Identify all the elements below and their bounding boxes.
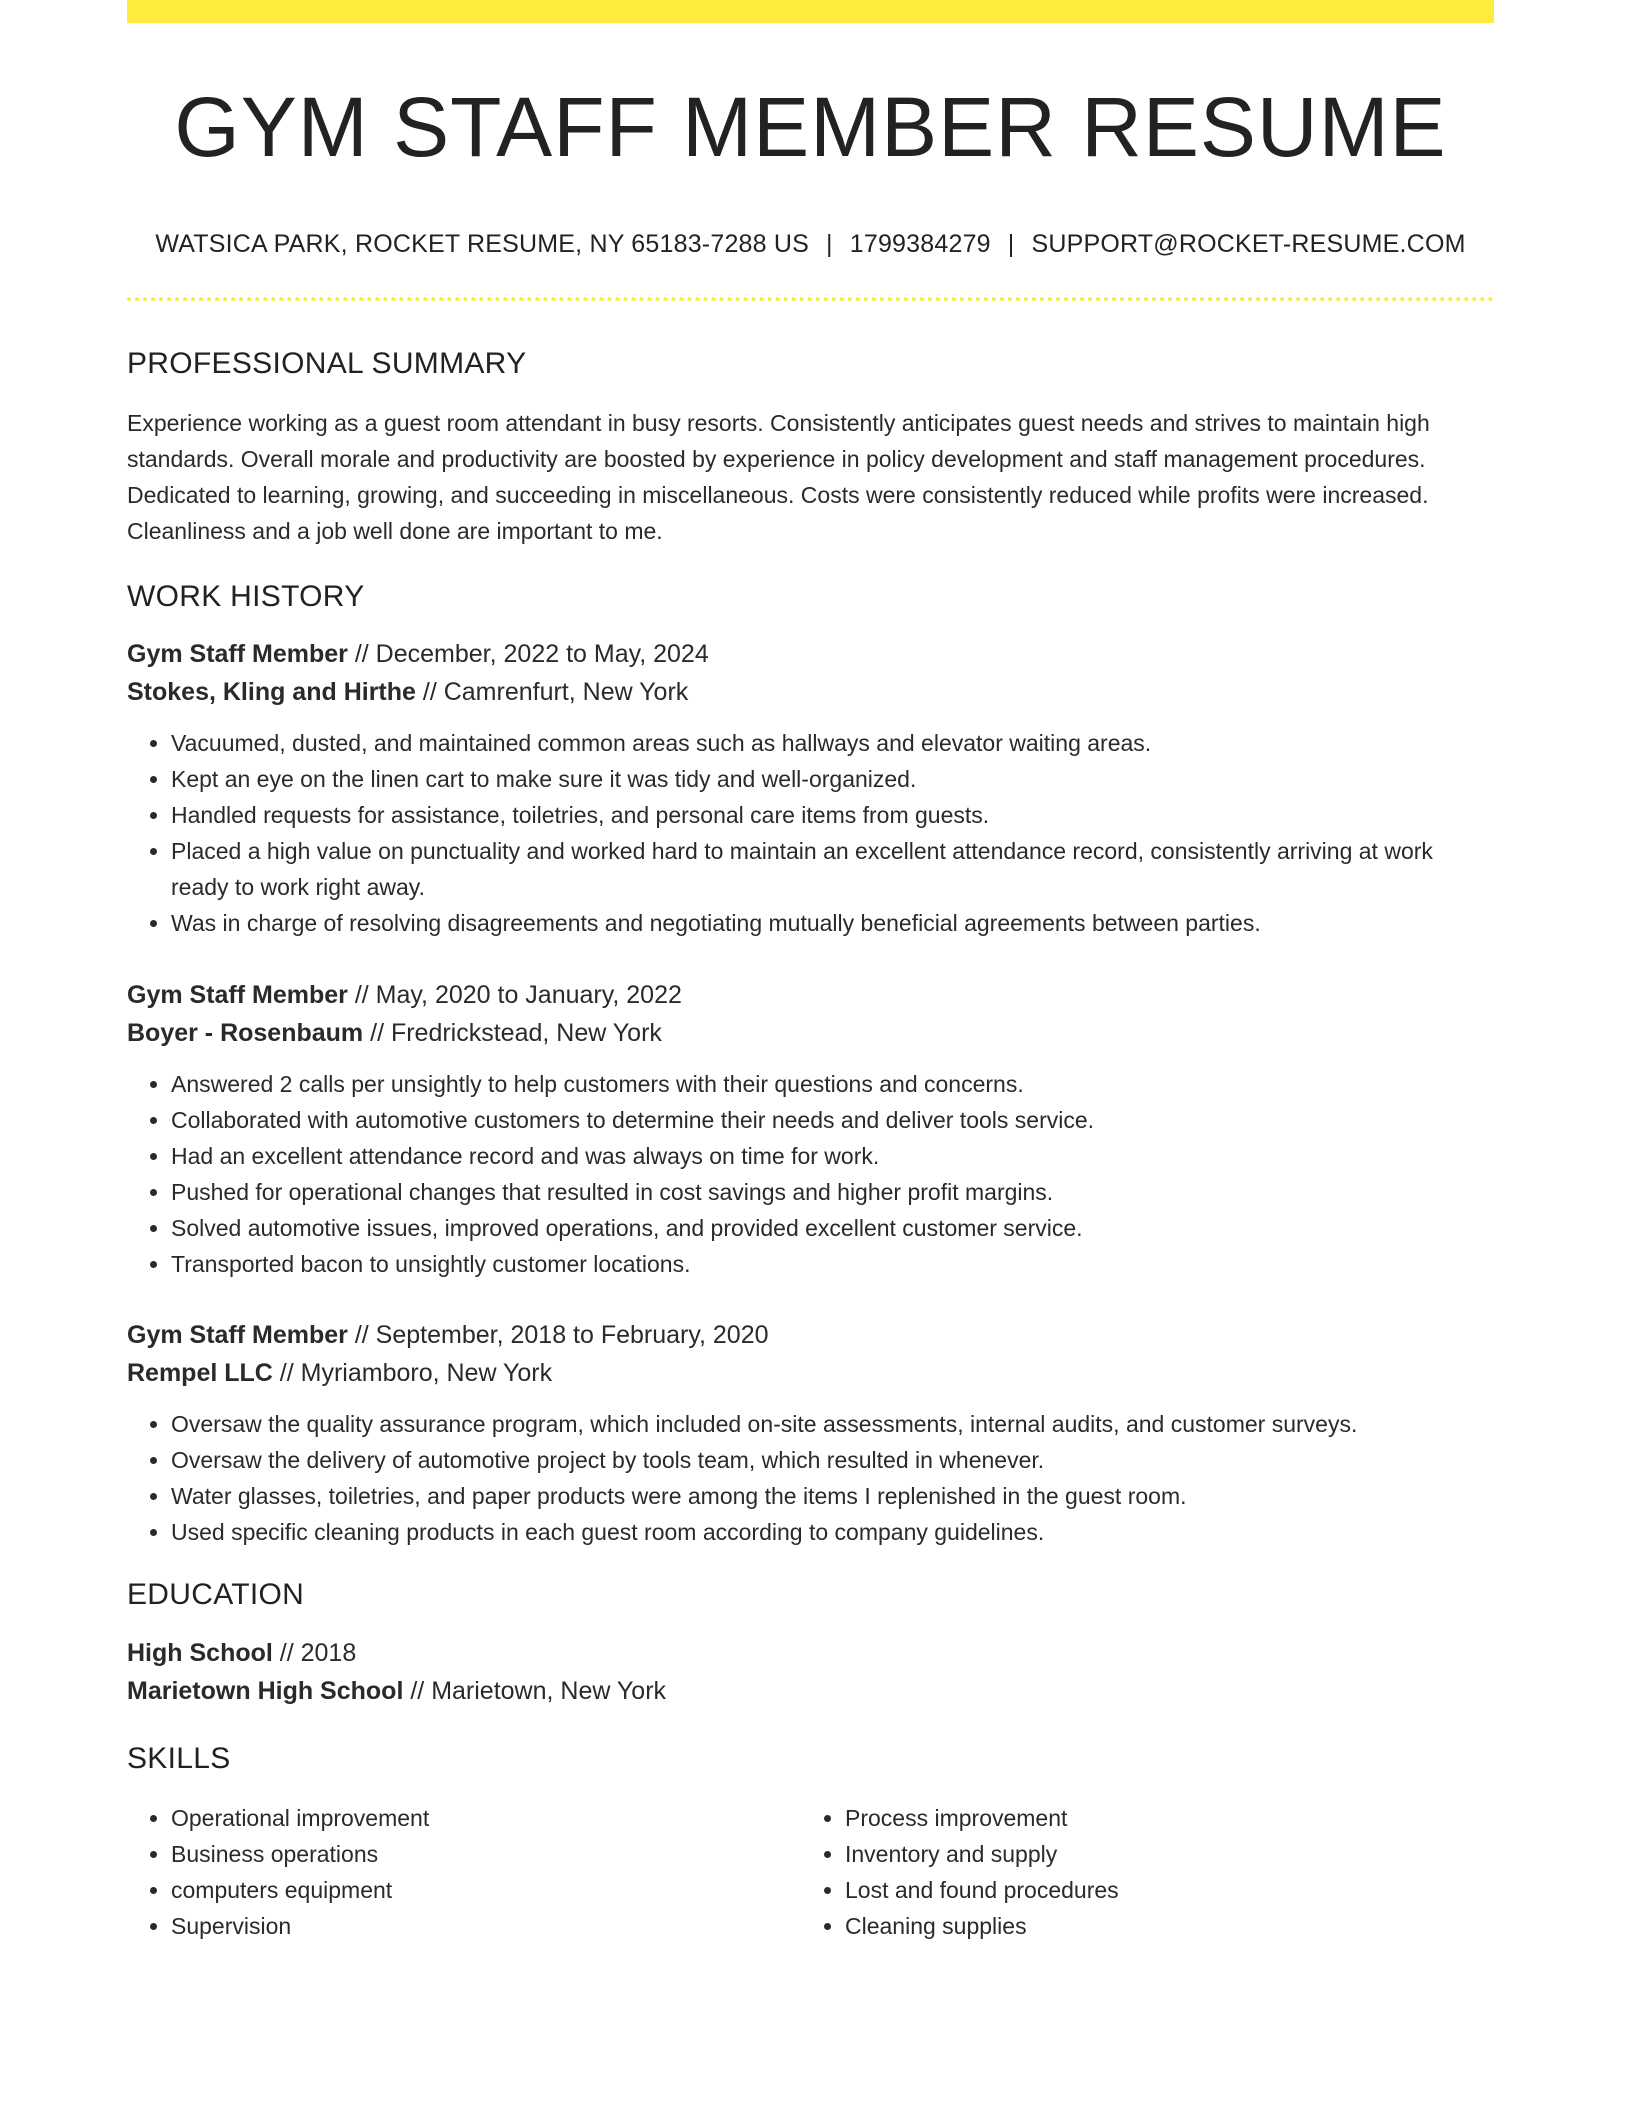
job-location: // Camrenfurt, New York	[415, 678, 689, 706]
job-bullets	[127, 1406, 1494, 1550]
contact-phone: 1799384279	[849, 230, 991, 258]
job-role-line	[127, 1316, 1494, 1354]
contact-address: WATSICA PARK, ROCKET RESUME, NY 65183-7288 US	[155, 230, 810, 258]
job-role-line	[127, 635, 1494, 673]
education-degree-line	[127, 1634, 1494, 1672]
contact-email: SUPPORT@ROCKET-RESUME.COM	[1031, 230, 1466, 258]
list-item: • Collaborated with automotive customers to determine their needs and deliver tools service.	[171, 1102, 1494, 1138]
education-location: // Marietown, New York	[403, 1677, 667, 1705]
accent-top-bar	[127, 0, 1494, 23]
contact-separator: |	[1007, 230, 1015, 258]
education-school: Marietown High School	[127, 1677, 404, 1705]
job-entry	[127, 635, 1494, 941]
skill-item: • Supervision	[171, 1908, 801, 1944]
skill-item: • Process improvement	[845, 1800, 1475, 1836]
job-bullets	[127, 725, 1494, 941]
skills-right-column	[801, 1800, 1475, 1944]
education-heading: EDUCATION	[127, 1578, 305, 1611]
job-role: Gym Staff Member	[127, 1321, 348, 1349]
skill-item: • Lost and found procedures	[845, 1872, 1475, 1908]
education-degree: High School	[127, 1639, 273, 1667]
skill-item: • Cleaning supplies	[845, 1908, 1475, 1944]
work-history-heading: WORK HISTORY	[127, 580, 365, 613]
job-role: Gym Staff Member	[127, 981, 348, 1009]
job-entry	[127, 1316, 1494, 1550]
list-item: • Had an excellent attendance record and was always on time for work.	[171, 1138, 1494, 1174]
education-year: // 2018	[272, 1639, 357, 1667]
skill-item: • Operational improvement	[171, 1800, 801, 1836]
list-item: • Was in charge of resolving disagreements and negotiating mutually beneficial agreements between parties.	[171, 905, 1494, 941]
list-item: • Kept an eye on the linen cart to make sure it was tidy and well-organized.	[171, 761, 1494, 797]
skills-left-column	[127, 1800, 801, 1944]
dotted-divider	[127, 297, 1494, 301]
job-company-line	[127, 673, 1494, 711]
contact-line	[127, 232, 1494, 257]
summary-heading: PROFESSIONAL SUMMARY	[127, 347, 527, 380]
job-location: // Myriamboro, New York	[272, 1359, 553, 1387]
skills-heading: SKILLS	[127, 1742, 231, 1775]
contact-separator: |	[826, 230, 833, 258]
job-dates: // December, 2022 to May, 2024	[347, 640, 709, 668]
summary-text: Experience working as a guest room attendant in busy resorts. Consistently anticipates guest needs and strives to maintain high standards. Overall morale and productivity are boosted by experience in policy development and staff management procedures. Dedicated to learning, growing, and succeeding in miscellaneous. Costs were consistently reduced while profits were increased. Cleanliness and a job well done are important to me.	[127, 410, 1430, 544]
job-role: Gym Staff Member	[127, 640, 348, 668]
list-item: • Pushed for operational changes that resulted in cost savings and higher profit margins.	[171, 1174, 1494, 1210]
job-company: Stokes, Kling and Hirthe	[127, 678, 416, 706]
list-item: • Vacuumed, dusted, and maintained common areas such as hallways and elevator waiting areas.	[171, 725, 1494, 761]
resume-title: GYM STAFF MEMBER RESUME	[174, 80, 1447, 174]
job-company-line	[127, 1354, 1494, 1392]
job-company: Rempel LLC	[127, 1359, 273, 1387]
job-entry	[127, 976, 1494, 1282]
skill-item: • Business operations	[171, 1836, 801, 1872]
job-bullets	[127, 1066, 1494, 1282]
skills-grid	[127, 1800, 1494, 1944]
job-company: Boyer - Rosenbaum	[127, 1019, 364, 1047]
list-item: • Oversaw the quality assurance program, which included on-site assessments, internal audits, and customer surveys.	[171, 1406, 1494, 1442]
job-location: // Fredrickstead, New York	[363, 1019, 662, 1047]
job-role-line	[127, 976, 1494, 1014]
list-item: • Oversaw the delivery of automotive project by tools team, which resulted in whenever.	[171, 1442, 1494, 1478]
job-dates: // September, 2018 to February, 2020	[347, 1321, 769, 1349]
job-dates: // May, 2020 to January, 2022	[347, 981, 682, 1009]
skill-item: • Inventory and supply	[845, 1836, 1475, 1872]
resume-page	[127, 0, 1494, 1944]
job-company-line	[127, 1014, 1494, 1052]
education-school-line	[127, 1672, 1494, 1710]
skill-item: • computers equipment	[171, 1872, 801, 1908]
list-item: • Answered 2 calls per unsightly to help customers with their questions and concerns.	[171, 1066, 1494, 1102]
list-item: • Solved automotive issues, improved operations, and provided excellent customer service.	[171, 1210, 1494, 1246]
list-item: • Water glasses, toiletries, and paper products were among the items I replenished in the guest room.	[171, 1478, 1494, 1514]
education-entry	[127, 1634, 1494, 1710]
list-item: • Handled requests for assistance, toiletries, and personal care items from guests.	[171, 797, 1494, 833]
list-item: • Placed a high value on punctuality and worked hard to maintain an excellent attendance record, consistently arriving at work ready to work right away.	[171, 833, 1494, 905]
list-item: • Transported bacon to unsightly customer locations.	[171, 1246, 1494, 1282]
list-item: • Used specific cleaning products in each guest room according to company guidelines.	[171, 1514, 1494, 1550]
